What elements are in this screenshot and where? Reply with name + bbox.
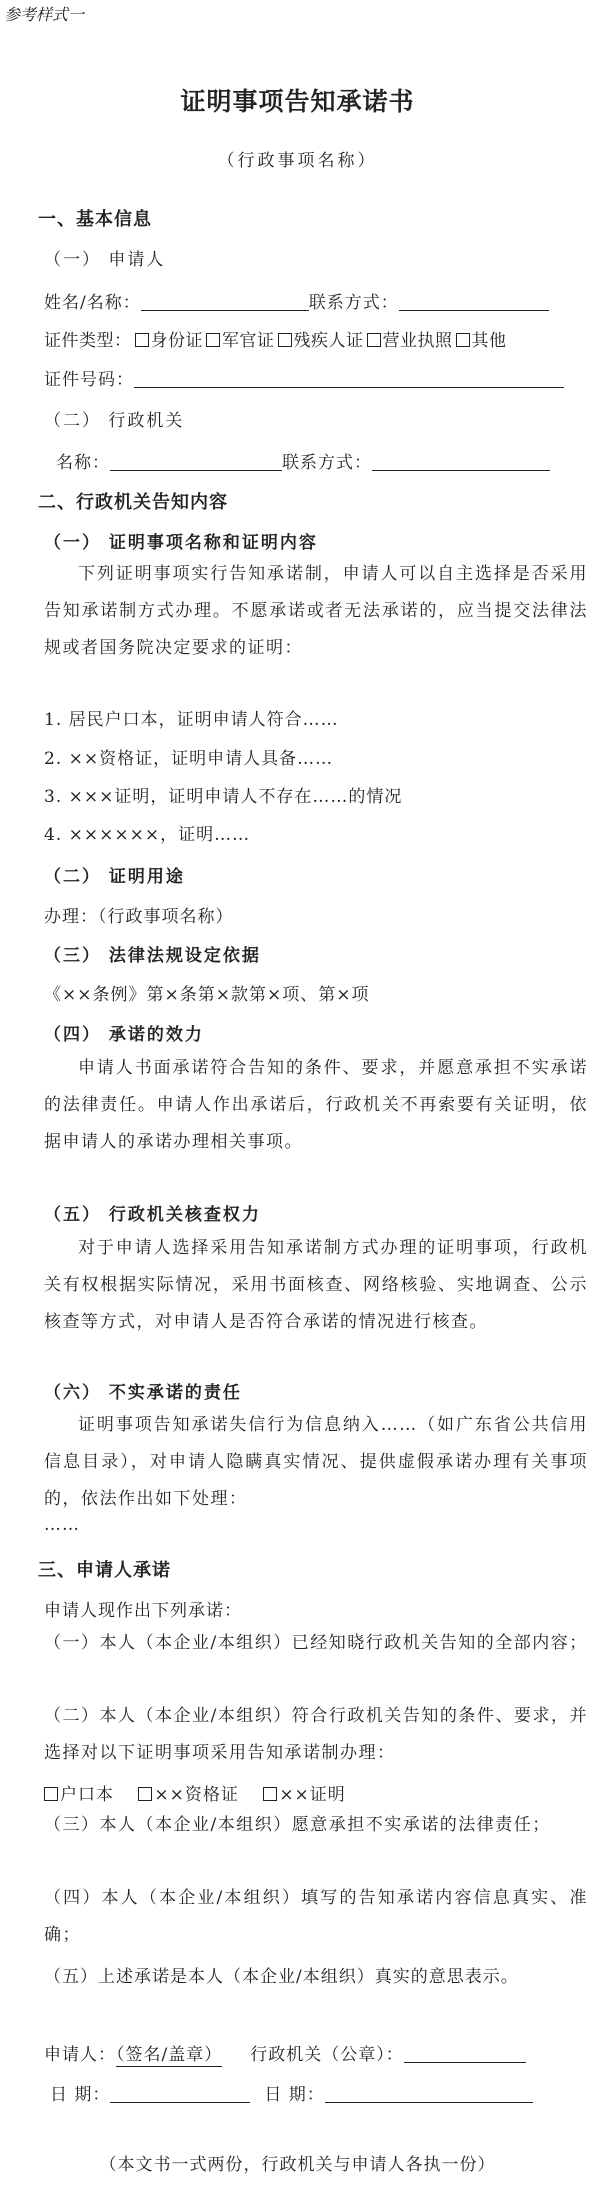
commitment-item-4: （四）本人（本企业/本组织）填写的告知承诺内容信息真实、准确； [44,1888,588,1945]
id-number-label: 证件号码： [44,370,134,390]
purpose-text: 办理：（行政事项名称） [44,907,234,927]
effect-heading: （四） 承诺的效力 [44,1025,204,1045]
applicant-name-row [44,288,549,313]
commitment-item-5: （五）上述承诺是本人（本企业/本组织）真实的意思表示。 [44,1967,519,1987]
commitment-item-2: （二）本人（本企业/本组织）符合行政机关告知的条件、要求，并选择对以下证明事项采用告知承诺制办理： [44,1706,588,1763]
id-type-option: 营业执照 [382,331,453,351]
checkbox-household-register[interactable] [44,1787,58,1801]
proof-item: 1. 居民户口本，证明申请人符合…… [44,710,339,730]
agency-name-label: 名称： [56,453,110,473]
commitment-options-row [44,1780,346,1805]
agency-row [44,448,550,473]
id-number-field[interactable] [134,369,564,388]
date-row [50,2080,533,2105]
page-subtitle: （行政事项名称） [217,151,378,171]
section-notice-heading: 二、行政机关告知内容 [38,492,228,513]
applicant-heading: （一） 申请人 [44,250,166,270]
id-type-label: 证件类型： [44,331,132,351]
legal-basis-heading: （三） 法律法规设定依据 [44,946,261,966]
proof-item: 3. ×××证明，证明申请人不存在……的情况 [44,787,403,807]
applicant-sign-label: 申请人： [44,2045,116,2065]
purpose-heading: （二） 证明用途 [44,867,185,887]
agency-date-field[interactable] [325,2084,533,2103]
proof-item: 2. ××资格证，证明申请人具备…… [44,749,334,769]
checkbox-officer-card[interactable] [206,333,220,347]
applicant-date-label: 日 期： [50,2085,111,2105]
name-label: 姓名/名称： [44,293,141,313]
id-type-option: 残疾人证 [293,331,364,351]
verification-paragraph: 对于申请人选择采用告知承诺制方式办理的证明事项，行政机关有权根据实际情况，采用书面核查、网络核验、实地调查、公示核查等方式，对申请人是否符合承诺的情况进行核查。 [44,1238,588,1332]
liability-paragraph: 证明事项告知承诺失信行为信息纳入……（如广东省公共信用信息目录），对申请人隐瞒真实情况、提供虚假承诺办理有关事项的，依法作出如下处理： [44,1415,588,1509]
applicant-date-field[interactable] [110,2084,250,2103]
id-type-option: 身份证 [150,331,203,351]
agency-seal-field[interactable] [404,2044,526,2063]
commitment-intro: 申请人现作出下列承诺： [44,1601,242,1621]
agency-heading: （二） 行政机关 [44,411,185,431]
commitment-option: ××资格证 [154,1785,239,1805]
applicant-sign-field[interactable]: （签名/盖章） [116,2045,223,2065]
proof-items-heading: （一） 证明事项名称和证明内容 [44,533,318,553]
contact-field[interactable] [399,292,549,311]
agency-contact-label: 联系方式： [282,453,372,473]
contact-label: 联系方式： [308,293,399,313]
verification-heading: （五） 行政机关核查权力 [44,1205,261,1225]
commitment-option: 户口本 [60,1785,114,1805]
agency-contact-field[interactable] [372,452,550,471]
sample-label: 参考样式一 [4,5,85,24]
liability-heading: （六） 不实承诺的责任 [44,1383,242,1403]
checkbox-disability-card[interactable] [278,333,292,347]
checkbox-business-license[interactable] [367,333,381,347]
id-type-option: 其他 [471,331,507,351]
page-title: 证明事项告知承诺书 [180,87,415,116]
legal-basis-text: 《××条例》第×条第×款第×项、第×项 [44,985,370,1005]
signature-row [44,2040,526,2065]
checkbox-qualification-cert[interactable] [138,1787,152,1801]
footer-note: （本文书一式两份，行政机关与申请人各执一份） [99,2155,496,2175]
agency-name-field[interactable] [110,452,282,471]
section-basic-info-heading: 一、基本信息 [38,209,152,230]
proof-item: 4. ××××××，证明…… [44,825,251,845]
commitment-option: ××证明 [279,1785,346,1805]
checkbox-certificate[interactable] [263,1787,277,1801]
agency-seal-label: 行政机关（公章）： [250,2045,404,2065]
checkbox-other[interactable] [456,333,470,347]
id-number-row [44,365,564,390]
commitment-item-3: （三）本人（本企业/本组织）愿意承担不实承诺的法律责任； [44,1815,551,1835]
agency-date-label: 日 期： [264,2085,325,2105]
effect-paragraph: 申请人书面承诺符合告知的条件、要求，并愿意承担不实承诺的法律责任。申请人作出承诺后，行政机关不再索要有关证明，依据申请人的承诺办理相关事项。 [44,1058,588,1152]
id-type-row [44,326,507,351]
liability-ellipsis: …… [44,1515,80,1535]
section-commitment-heading: 三、申请人承诺 [38,1560,171,1581]
name-field[interactable] [141,292,309,311]
id-type-option: 军官证 [222,331,275,351]
checkbox-id-card[interactable] [135,333,149,347]
commitment-item-1: （一）本人（本企业/本组织）已经知晓行政机关告知的全部内容； [44,1633,588,1653]
proof-items-paragraph: 下列证明事项实行告知承诺制，申请人可以自主选择是否采用告知承诺制方式办理。不愿承诺或者无法承诺的，应当提交法律法规或者国务院决定要求的证明： [44,564,588,658]
